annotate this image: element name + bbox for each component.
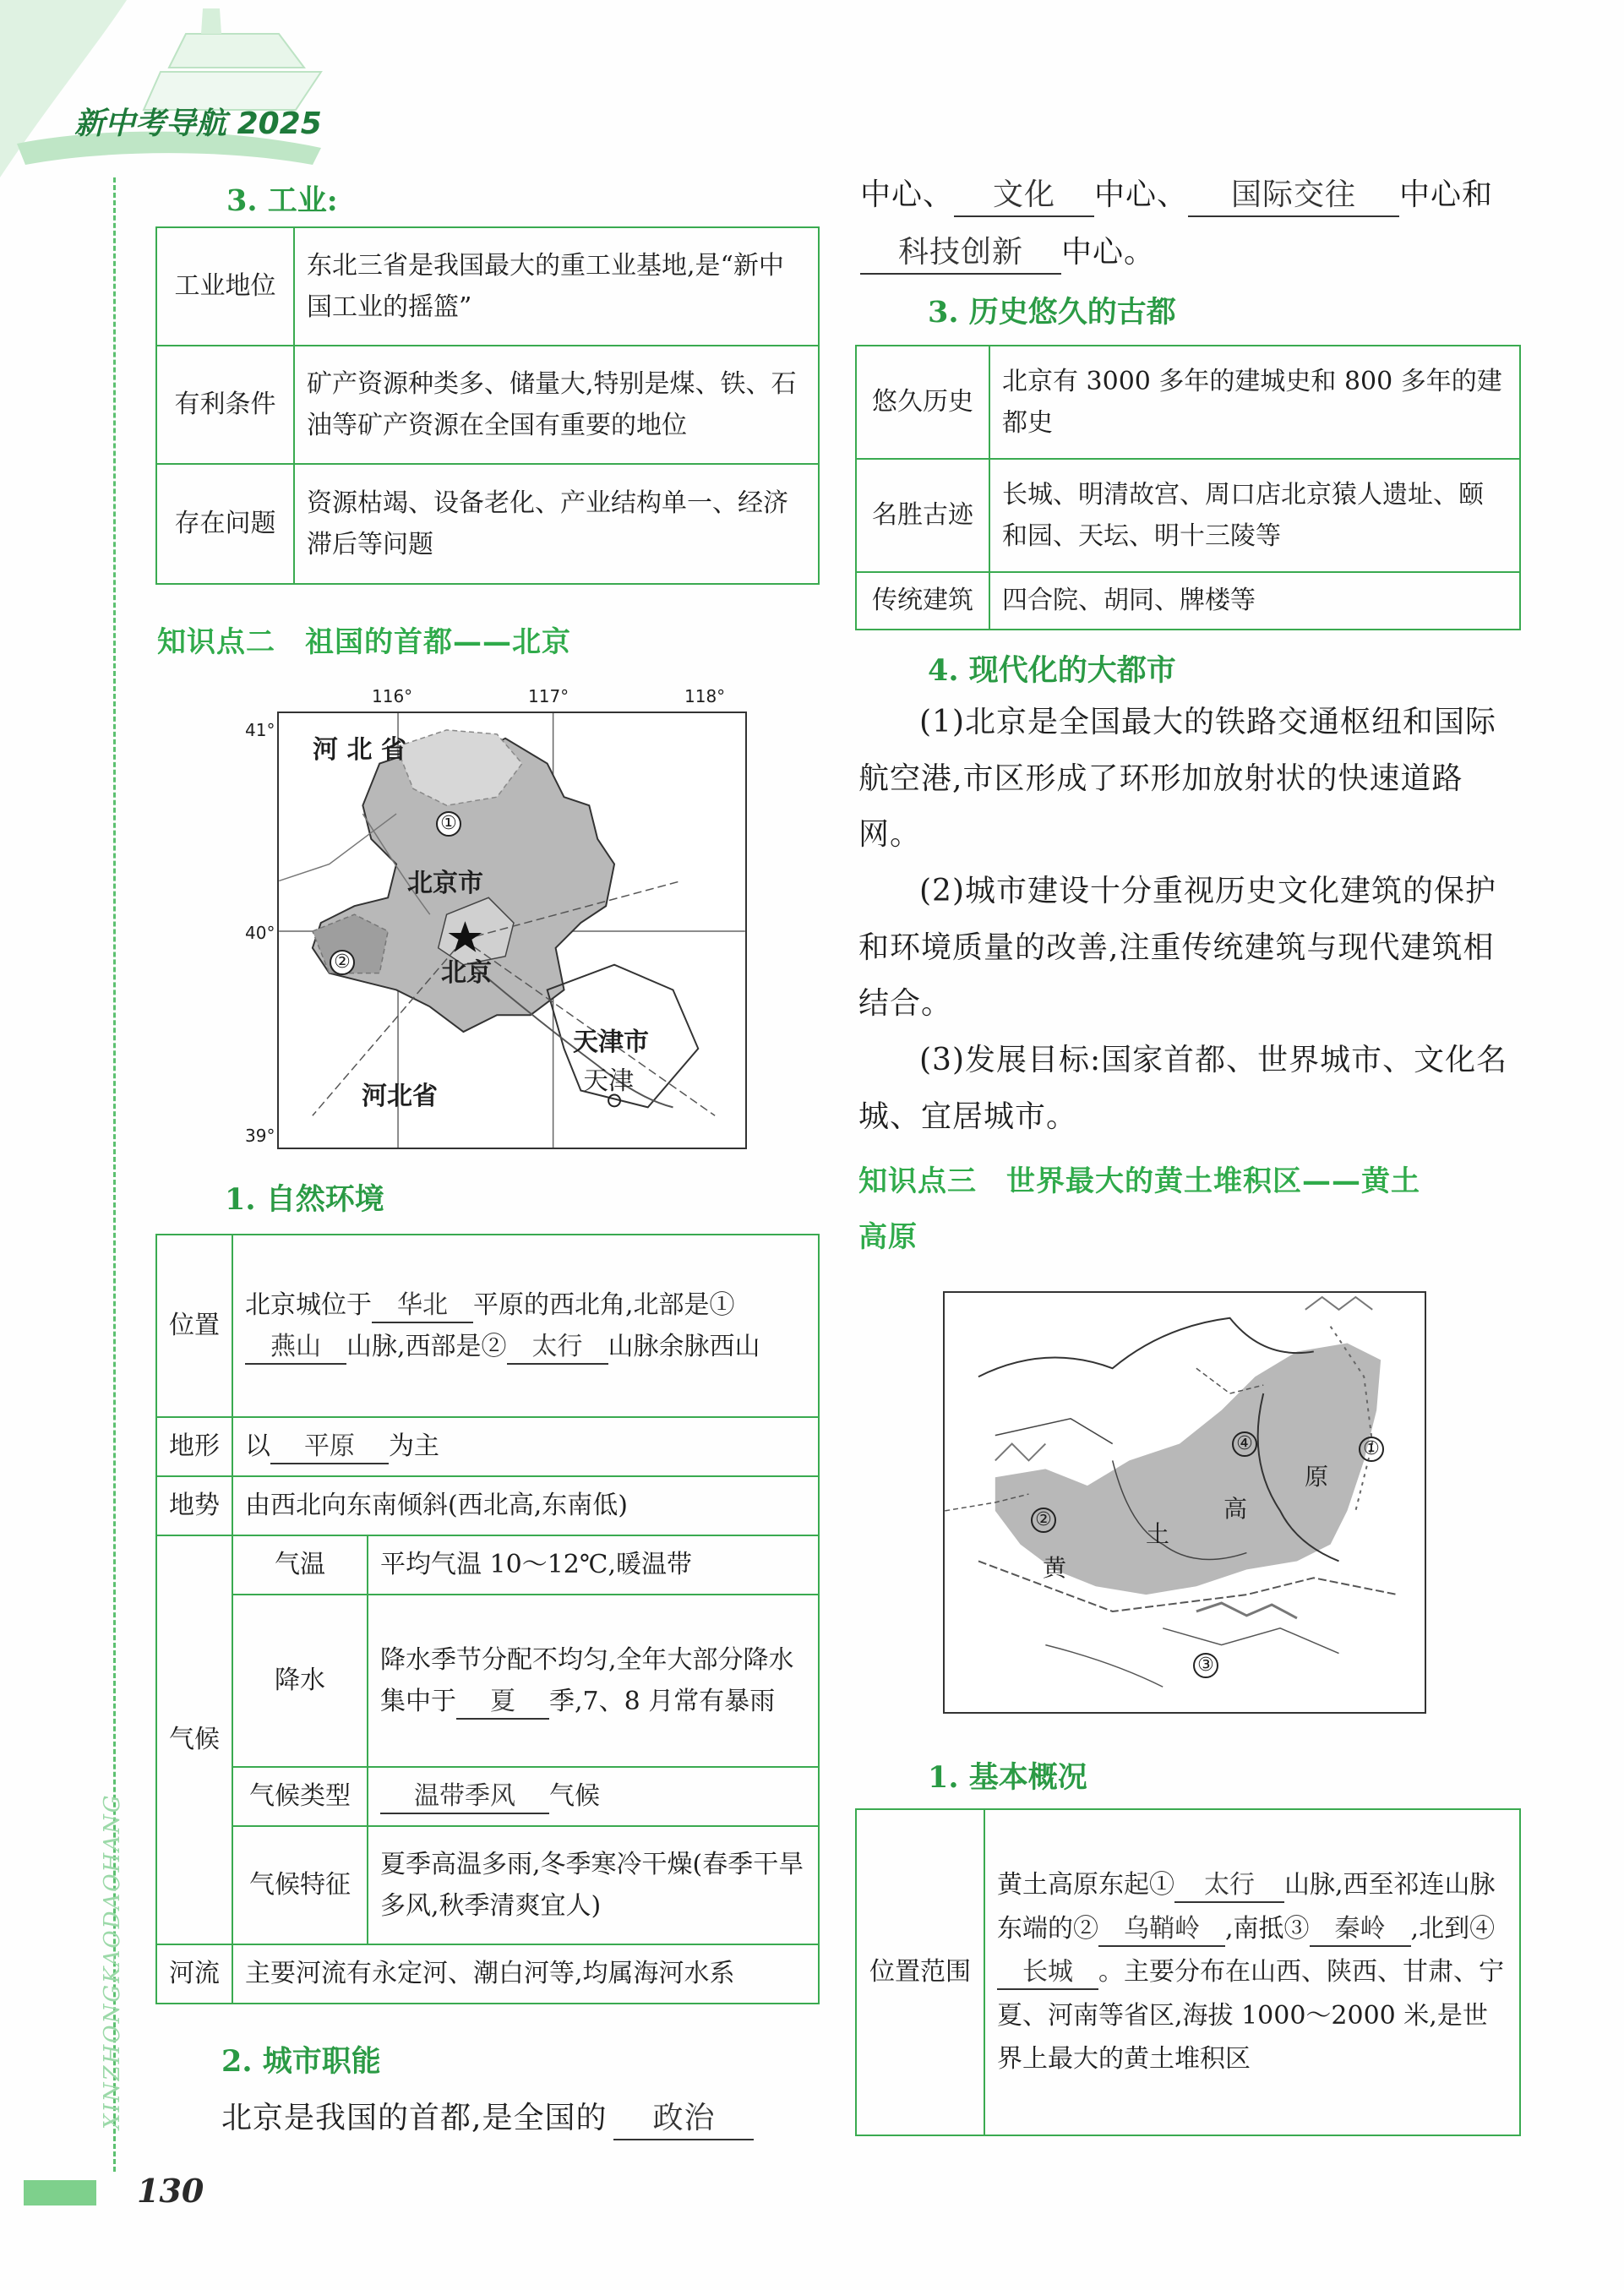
table-row	[156, 1417, 819, 1476]
row-label: 气候	[156, 1535, 232, 1944]
nature-table	[155, 1234, 820, 2004]
row-label: 地形	[156, 1417, 232, 1476]
map-label-tu: 土	[1146, 1520, 1170, 1548]
table-row	[156, 1767, 819, 1826]
city-function-line1: 北京是我国的首都,是全国的 政治	[221, 2091, 830, 2147]
map-label-hebei-south: 河北省	[362, 1082, 438, 1111]
city-function-heading: 2. 城市职能	[221, 2044, 381, 2079]
map-label-yuan: 原	[1305, 1463, 1329, 1491]
marker-1: ①	[436, 811, 461, 837]
lat-label: 40°	[245, 923, 275, 943]
row-label: 存在问题	[156, 464, 294, 584]
table-row	[156, 227, 819, 346]
city-function-line3: 科技创新 中心。	[860, 225, 1553, 281]
lat-label: 39°	[245, 1126, 275, 1146]
ancient-heading: 3. 历史悠久的古都	[928, 295, 1176, 330]
map-label-tianjin: 天津	[583, 1066, 634, 1096]
overview-text: 黄土高原东起① 太行 山脉,西至祁连山脉东端的② 乌鞘岭 ,南抵③ 秦岭 ,北到④长城 。主要分布在山西、陕西、甘肃、宁夏、河南等省区,海拔 1000～2000 米,是世界上最大的黄土堆积区	[984, 1809, 1520, 2135]
beijing-map-svg	[277, 712, 747, 1149]
modern-p3: (3)发展目标:国家首都、世界城市、文化名城、宜居城市。	[858, 1043, 1508, 1134]
loess-map-svg	[943, 1291, 1426, 1714]
marker-3: ③	[1193, 1653, 1218, 1678]
table-row	[856, 459, 1520, 572]
modern-p2: (2)城市建设十分重视历史文化建筑的保护和环境质量的改善,注重传统建筑与现代建筑相结合。	[858, 874, 1496, 1022]
kp2-heading: 知识点二 祖国的首都——北京	[157, 625, 571, 659]
precip-text: 降水季节分配不均匀,全年大部分降水集中于 夏 季,7、8 月常有暴雨	[368, 1595, 819, 1767]
row-label: 位置范围	[856, 1809, 984, 2135]
brand-title: 新中考导航 2025	[74, 106, 322, 141]
sub-label: 气候特征	[232, 1826, 368, 1944]
table-row	[156, 1476, 819, 1535]
map-label-hebei: 河 北 省	[313, 735, 406, 765]
page-number: 130	[137, 2172, 204, 2210]
marker-2: ②	[330, 950, 355, 975]
table-row	[156, 1826, 819, 1944]
ship-logo-icon	[0, 0, 338, 177]
sub-label: 降水	[232, 1595, 368, 1767]
lon-label: 116°	[372, 686, 413, 706]
lat-label: 41°	[245, 720, 275, 740]
feature-text: 夏季高温多雨,冬季寒冷干燥(春季干旱多风,秋季清爽宜人)	[368, 1826, 819, 1944]
marker-4: ④	[1232, 1431, 1257, 1457]
river-text: 主要河流有永定河、潮白河等,均属海河水系	[232, 1944, 819, 2004]
overview-table	[855, 1808, 1521, 2136]
modern-heading: 4. 现代化的大都市	[928, 653, 1176, 688]
header-banner	[0, 0, 338, 177]
blank-huabei: 华北	[372, 1289, 473, 1323]
side-watermark: XINZHONGKAODAOHANG	[100, 1793, 125, 2129]
loess-map	[943, 1291, 1426, 1714]
row-label: 位置	[156, 1235, 232, 1417]
blank-monsoon: 温带季风	[380, 1780, 549, 1814]
table-row	[156, 1235, 819, 1417]
kp3-heading-line1: 知识点三 世界最大的黄土堆积区——黄土	[858, 1164, 1420, 1198]
blank-wushaoling: 乌鞘岭	[1098, 1912, 1225, 1947]
map-label-beijing-city: 北京市	[407, 869, 483, 898]
table-row	[156, 1944, 819, 2004]
blank-summer: 夏	[456, 1685, 549, 1720]
blank-yanshan: 燕山	[245, 1330, 346, 1365]
blank-taihang: 太行	[1174, 1868, 1284, 1903]
map-label-beijing: 北京	[441, 958, 492, 988]
blank-international: 国际交往	[1188, 176, 1399, 217]
row-text: 长城、明清故宫、周口店北京猿人遗址、颐和园、天坛、明十三陵等	[989, 459, 1520, 572]
ancient-table	[855, 345, 1521, 630]
row-label: 工业地位	[156, 227, 294, 346]
row-text: 四合院、胡同、牌楼等	[989, 572, 1520, 630]
industry-table	[155, 226, 820, 585]
city-function-line2: 中心、 文化 中心、 国际交往 中心和	[860, 167, 1553, 224]
table-row	[156, 464, 819, 584]
beijing-map	[245, 686, 752, 1159]
table-row	[856, 346, 1520, 459]
kp3-heading-line2: 高原	[858, 1220, 918, 1254]
map-label-huang: 黄	[1043, 1554, 1067, 1582]
table-row	[156, 1595, 819, 1767]
row-text: 矿产资源种类多、储量大,特别是煤、铁、石油等矿产资源在全国有重要的地位	[294, 346, 819, 464]
lon-label: 117°	[528, 686, 569, 706]
row-label: 河流	[156, 1944, 232, 2004]
table-row	[156, 1535, 819, 1595]
row-text: 北京有 3000 多年的建城史和 800 多年的建都史	[989, 346, 1520, 459]
row-label: 地势	[156, 1476, 232, 1535]
map-label-gao: 高	[1223, 1495, 1248, 1523]
slope-text: 由西北向东南倾斜(西北高,东南低)	[232, 1476, 819, 1535]
row-label: 悠久历史	[856, 346, 989, 459]
blank-culture: 文化	[954, 176, 1094, 217]
blank-tech: 科技创新	[860, 233, 1061, 275]
blank-qinling: 秦岭	[1310, 1912, 1411, 1947]
marker-2: ②	[1031, 1508, 1056, 1533]
page-number-bar	[24, 2180, 96, 2205]
marker-1: ①	[1359, 1437, 1384, 1462]
lon-label: 118°	[684, 686, 726, 706]
blank-politics: 政治	[613, 2099, 754, 2140]
nature-heading: 1. 自然环境	[225, 1182, 384, 1217]
overview-heading: 1. 基本概况	[928, 1760, 1087, 1795]
temp-text: 平均气温 10～12℃,暖温带	[368, 1535, 819, 1595]
map-label-tianjin-city: 天津市	[573, 1028, 649, 1057]
sub-label: 气候类型	[232, 1767, 368, 1826]
location-text: 北京城位于 华北 平原的西北角,北部是①燕山 山脉,西部是② 太行 山脉余脉西山	[232, 1235, 819, 1417]
blank-changcheng: 长城	[997, 1955, 1098, 1990]
climate-type-text: 温带季风 气候	[368, 1767, 819, 1826]
blank-taihang: 太行	[507, 1330, 608, 1365]
row-label: 有利条件	[156, 346, 294, 464]
row-text: 东北三省是我国最大的重工业基地,是“新中国工业的摇篮”	[294, 227, 819, 346]
blank-pingyuan: 平原	[270, 1430, 389, 1464]
terrain-text: 以 平原 为主	[232, 1417, 819, 1476]
table-row	[156, 346, 819, 464]
sub-label: 气温	[232, 1535, 368, 1595]
row-label: 名胜古迹	[856, 459, 989, 572]
table-row	[856, 1809, 1520, 2135]
row-text: 资源枯竭、设备老化、产业结构单一、经济滞后等问题	[294, 464, 819, 584]
modern-p1: (1)北京是全国最大的铁路交通枢纽和国际航空港,市区形成了环形加放射状的快速道路网。	[858, 705, 1496, 853]
industry-heading: 3. 工业:	[226, 183, 338, 218]
row-label: 传统建筑	[856, 572, 989, 630]
table-row	[856, 572, 1520, 630]
